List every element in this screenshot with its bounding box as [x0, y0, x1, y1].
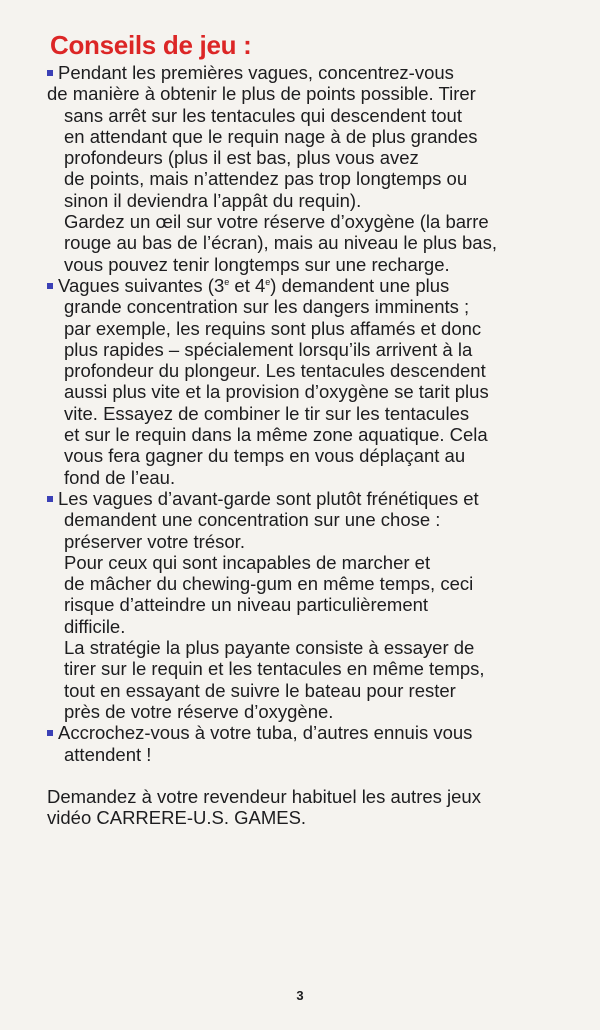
text-line: [47, 424, 577, 445]
text-line: [47, 467, 577, 488]
text-line: [47, 275, 577, 296]
line-text: et sur le requin dans la même zone aquatique. Cela: [64, 424, 488, 446]
text-line: [47, 296, 577, 317]
line-text: près de votre réserve d’oxygène.: [64, 700, 334, 722]
line-text: profondeurs (plus il est bas, plus vous avez: [64, 147, 419, 169]
text-line: [47, 616, 577, 637]
line-text: Pour ceux qui sont incapables de marcher et: [64, 551, 431, 573]
text-line: [47, 701, 577, 722]
line-text: Demandez à votre revendeur habituel les autres jeux: [47, 786, 481, 808]
line-text: profondeur du plongeur. Les tentacules descendent: [64, 360, 486, 382]
text-line: [47, 637, 577, 658]
text-line: [47, 403, 577, 424]
text-line: [47, 509, 577, 530]
text-line: [47, 786, 577, 807]
line-text: vidéo CARRERE-U.S. GAMES.: [47, 807, 307, 829]
text-line: [47, 339, 577, 360]
line-text: préserver votre trésor.: [64, 530, 245, 552]
line-text: attendent !: [64, 743, 152, 765]
line-text: tirer sur le requin et les tentacules en même temps,: [64, 658, 485, 680]
text-line: [47, 722, 577, 743]
line-text: par exemple, les requins sont plus affamés et donc: [64, 317, 482, 339]
line-text: vite. Essayez de combiner le tir sur les tentacules: [64, 402, 470, 424]
line-text: Pendant les premières vagues, concentrez-vous: [58, 62, 454, 83]
line-text: tout en essayant de suivre le bateau pour rester: [64, 679, 456, 701]
line-text: de manière à obtenir le plus de points possible. Tirer: [47, 83, 476, 105]
text-fragment: ) demandent une plus: [270, 274, 450, 296]
line-text: Les vagues d’avant-garde sont plutôt frénétiques et: [58, 487, 479, 509]
text-fragment: Vagues suivantes (3: [58, 274, 225, 296]
line-text: vous pouvez tenir longtemps sur une recharge.: [64, 253, 450, 275]
text-line: [47, 318, 577, 339]
text-line: [47, 488, 577, 509]
text-line: [47, 807, 577, 828]
line-text: risque d’atteindre un niveau particulièrement: [64, 594, 429, 616]
text-line: [47, 105, 577, 126]
line-text: en attendant que le requin nage à de plus grandes: [64, 125, 478, 147]
line-text: La stratégie la plus payante consiste à essayer de: [64, 637, 475, 659]
text-line: [47, 147, 577, 168]
bullet-icon: [47, 730, 53, 736]
text-line: [47, 83, 577, 104]
text-line: [47, 360, 577, 381]
bullet-icon: [47, 496, 53, 502]
text-line: [47, 531, 577, 552]
text-line: [47, 190, 577, 211]
text-line: [47, 211, 577, 232]
line-text: Accrochez-vous à votre tuba, d’autres ennuis vous: [58, 722, 473, 744]
text-line: [47, 254, 577, 275]
bullet-icon: [47, 283, 53, 289]
line-text: sinon il deviendra l’appât du requin).: [64, 189, 362, 211]
line-text: demandent une concentration sur une chose :: [64, 509, 441, 531]
text-line: [47, 658, 577, 679]
game-tips-text: [47, 62, 577, 829]
blank-line: [47, 765, 577, 786]
line-text: de mâcher du chewing-gum en même temps, ceci: [64, 573, 474, 595]
text-line: [47, 594, 577, 615]
line-text: Gardez un œil sur votre réserve d’oxygène (la barre: [64, 211, 489, 233]
ordinal-suffix: e: [224, 276, 230, 287]
line-text: vous fera gagner du temps en vous déplaçant au: [64, 445, 466, 467]
bullet-icon: [47, 70, 53, 76]
ordinal-suffix: e: [265, 276, 271, 287]
line-text: aussi plus vite et la provision d’oxygène se tarit plus: [64, 381, 489, 403]
line-text: de points, mais n’attendez pas trop longtemps ou: [64, 168, 468, 190]
text-line: [47, 680, 577, 701]
line-text: fond de l’eau.: [64, 466, 176, 488]
text-line: [47, 744, 577, 765]
line-text: rouge au bas de l’écran), mais au niveau le plus bas,: [64, 232, 497, 254]
text-line: [47, 62, 577, 83]
line-text: plus rapides – spécialement lorsqu’ils arrivent à la: [64, 338, 473, 360]
text-fragment: et 4: [229, 274, 266, 296]
line-text: grande concentration sur les dangers imminents ;: [64, 296, 470, 318]
text-line: [47, 445, 577, 466]
page-heading: Conseils de jeu :: [50, 30, 252, 60]
text-line: [47, 381, 577, 402]
text-line: [47, 126, 577, 147]
line-text: sans arrêt sur les tentacules qui descendent tout: [64, 104, 462, 126]
text-line: [47, 168, 577, 189]
page-number: 3: [296, 988, 304, 1003]
text-line: [47, 232, 577, 253]
text-line: [47, 552, 577, 573]
line-text: difficile.: [64, 615, 126, 637]
text-line: [47, 573, 577, 594]
